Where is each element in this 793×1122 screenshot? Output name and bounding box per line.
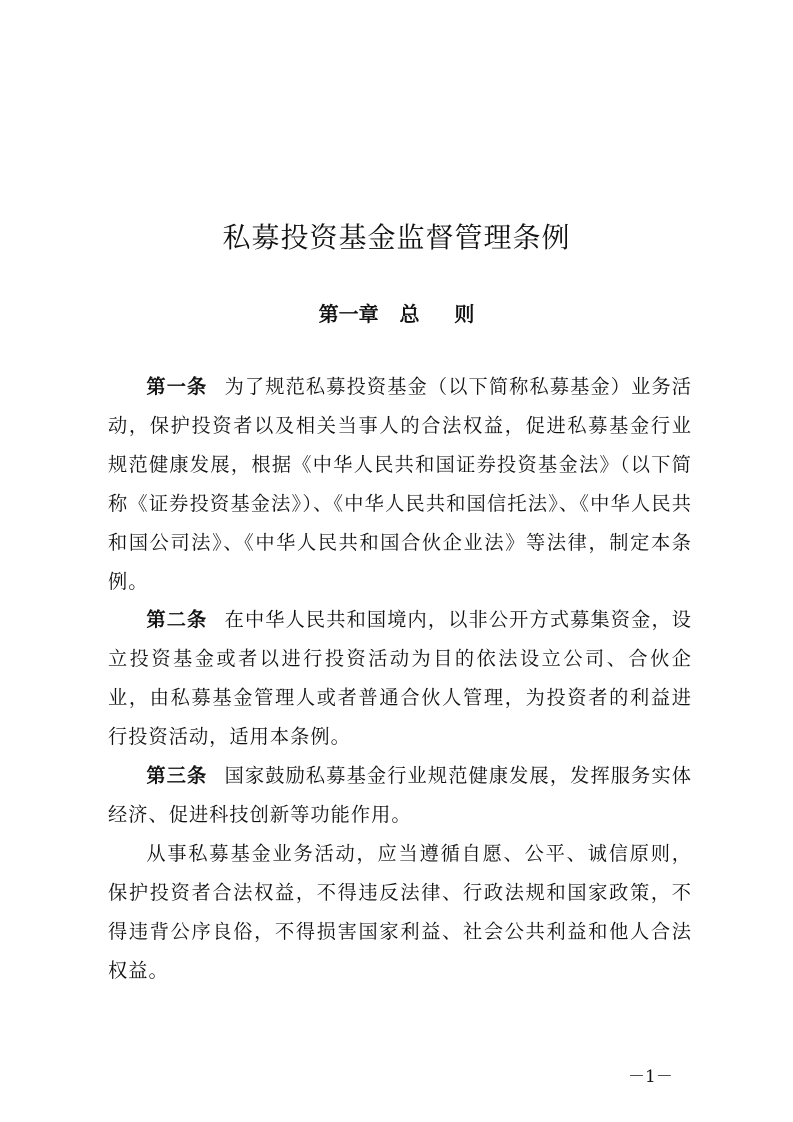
article-2 [108,601,692,757]
article-label: 第二条 [146,608,208,632]
article-label: 第一条 [146,375,208,398]
article-3 [108,757,692,835]
document-body [108,368,692,991]
article-label: 第三条 [146,764,208,788]
article-text: 为了规范私募投资基金（以下简称私募基金）业务活动，保护投资者以及相关当事人的合法权益，促进私募基金行业规范健康发展，根据《中华人民共和国证券投资基金法》（以下简称《证券投资基金法》）、《中华人民共和国信托法》、《中华人民共和国公司法》、《中华人民共和国合伙企业法》等法律，制定本条例。 [108,375,692,593]
article-3-paragraph-2: 从事私募基金业务活动，应当遵循自愿、公平、诚信原则，保护投资者合法权益，不得违反法律、行政法规和国家政策，不得违背公序良俗，不得损害国家利益、社会公共利益和他人合法权益。 [108,841,692,982]
article-1 [108,368,692,601]
article-text: 国家鼓励私募基金行业规范健康发展，发挥服务实体经济、促进科技创新等功能作用。 [108,764,692,826]
chapter-heading: 第一章 总 则 [318,302,475,326]
page-number: －1－ [628,1067,673,1087]
article-text: 在中华人民共和国境内，以非公开方式募集资金，设立投资基金或者以进行投资活动为目的依法设立公司、合伙企业，由私募基金管理人或者普通合伙人管理，为投资者的利益进行投资活动，适用本条例。 [108,608,692,749]
document-title: 私募投资基金监督管理条例 [222,221,571,254]
